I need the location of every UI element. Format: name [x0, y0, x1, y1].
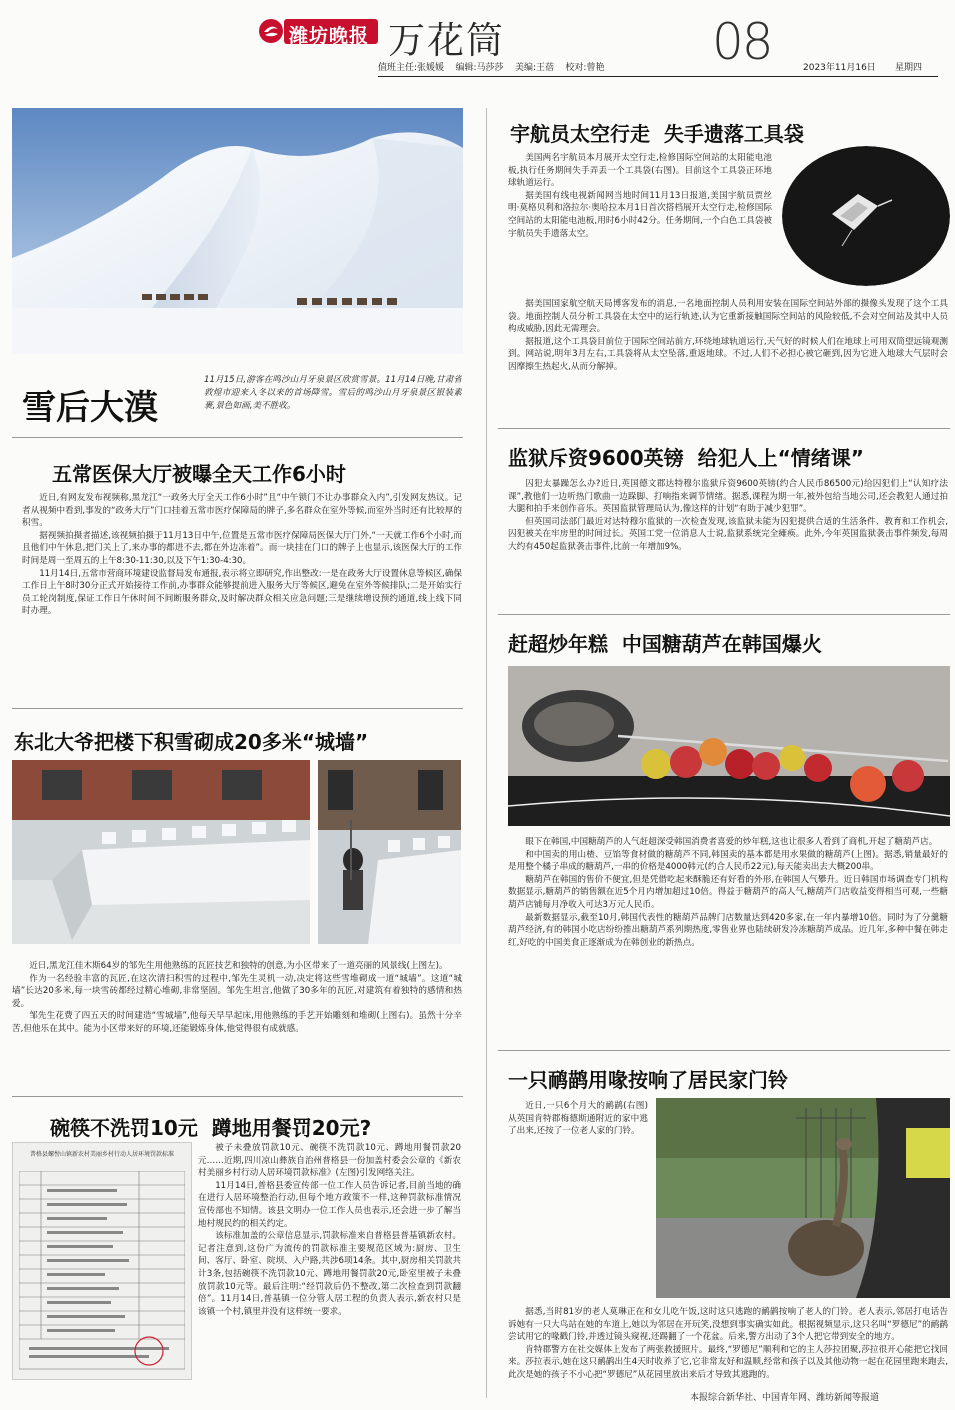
- astronaut-body-top: [508, 152, 772, 298]
- section-title: 万花筒: [388, 19, 505, 62]
- paragraph: 11月14日,普格县委宣传部一位工作人员告诉记者,目前当地的确在进行人居环境整治行动,但每个地方政策不一样,这种罚款标准情况宣传部也不知情。该县文明办一位工作人员也表示,还会进一步了解当地村规民约的相关约定。: [198, 1180, 461, 1229]
- fines-headline: 碗筷不洗罚10元 蹲地用餐罚20元?: [50, 1116, 372, 1140]
- tanghulu-body: [508, 836, 948, 1040]
- paragraph: 作为一名经验丰富的瓦匠,在这次清扫积雪的过程中,邹先生灵机一动,决定将这些雪堆砌成一道“城墙”。这道“城墙”长达20多米,每一块雪砖都经过精心堆砌,非常坚固。邹先生坦言,他做了30多年的瓦匠,对建筑有着独特的感情和热爱。: [12, 973, 462, 1009]
- tanghulu-headline: 赶超炒年糕 中国糖葫芦在韩国爆火: [508, 632, 822, 656]
- divider: [498, 428, 950, 429]
- wuchang-headline: 五常医保大厅被曝全天工作6小时: [52, 462, 346, 486]
- paper-name: 潍坊晚报: [289, 25, 370, 47]
- divider: [498, 1050, 950, 1051]
- paragraph: 美国两名宇航员本月展开太空行走,检修国际空间站的太阳能电池板,执行任务期间失手弄丢一个工具袋(右图)。目前这个工具袋正环地球轨道运行。: [508, 153, 772, 189]
- divider: [12, 708, 463, 709]
- credits-line: 值班主任:张媛媛 编辑:马莎莎 美编:王蓓 校对:曾艳: [378, 63, 605, 73]
- desert-headline: 雪后大漠: [22, 388, 158, 428]
- newspaper-logo-icon: [258, 18, 284, 44]
- paragraph: 11月14日,五常市营商环境建设监督局发布通报,表示将立即研究,作出整改:一是在政务大厅设置休息等候区,确保工作日上午8时30分正式开始接待工作前,办事群众能够提前进入服务大厅等候区,避免在室外等候排队;二是开始实行员工轮岗制度,保证工作日午休时间不间断服务群众,及时解决群众相关应急问题;三是继续增设预约通道,线上线下同时办理。: [22, 568, 462, 617]
- paragraph: 但英国司法部门最近对达特穆尔监狱的一次检查发现,该监狱未能为囚犯提供合适的生活条件、教育和工作机会,囚犯被关在牢房里的时间过长。英国工党一位消息人士说,监狱系统完全瘫痪。此外,今年英国监狱袭击事件频发,每周大约有450起监狱袭击事件,比前一年增加9%。: [508, 516, 948, 552]
- page-number: 08: [712, 13, 772, 71]
- source-credit: 本报综合新华社、中国青年网、潍坊新闻等报道: [690, 1393, 880, 1403]
- astronaut-body-bottom: [508, 298, 948, 390]
- paragraph: 最新数据显示,截至10月,韩国代表性的糖葫芦品牌门店数量达到420多家,在一年内暴增10倍。同时为了分羹糖葫芦经济,有的韩国小吃店纷纷推出糖葫芦系列期热度,零售业界也陆续研发冷冻糖葫芦成品。近几年,多种中餐在韩走红,好吃的中国美食正逐渐成为在韩创业的新热点。: [508, 912, 948, 948]
- fine-document-title: 普格县螺髻山镇新农村美丽乡村行动人居环境罚款标准: [29, 1151, 174, 1158]
- paragraph: 据报道,这个工具袋目前位于国际空间站前方,环绕地球轨道运行,天气好的时候人们在地球上可用双筒望远镜观测到。网站说,明年3月左右,工具袋将从太空坠落,重返地球。不过,人们不必担心被它砸到,因为它进入地球大气层时会因摩擦生热起火,从而分解掉。: [508, 336, 948, 372]
- emu-photo: [656, 1098, 950, 1298]
- tanghulu-photo: [508, 666, 950, 826]
- emu-body-narrow: [508, 1100, 648, 1298]
- paragraph: 肯特郡警方在社交媒体上发布了两张救援照片。最终,“罗德尼”顺利和它的主人莎拉团聚,莎拉很开心能把它找回来。莎拉表示,她在这只鸸鹋出生4天时收养了它,它非常友好和温顺,经常和孩子以及其他动物一起在花园里跑来跑去,此次是她的孩子不小心把“罗德尼”从花园里放出来后才导致其逃跑的。: [508, 1344, 948, 1380]
- snow-wall-headline: 东北大爷把楼下积雪砌成20多米“城墙”: [14, 730, 369, 754]
- paragraph: 近日,一只6个月大的鸸鹋(右图)从英国肯特郡梅德斯通附近的家中逃了出来,还按了一位老人家的门铃。: [508, 1101, 648, 1137]
- issue-weekday: 星期四: [895, 63, 923, 73]
- snow-wall-photo-left: [12, 760, 310, 944]
- masthead: [0, 0, 955, 80]
- paragraph: 被子未叠放罚款10元、碗筷不洗罚款10元、蹲地用餐罚款20元……近期,四川凉山彝族自治州普格县一份加盖村委会公章的《新农村美丽乡村行动人居环境罚款标准》(左图)引发网络关注。: [198, 1143, 461, 1179]
- divider: [12, 437, 463, 438]
- column-divider: [486, 108, 487, 1398]
- prison-body: [508, 478, 948, 602]
- fines-body: [198, 1142, 461, 1378]
- astronaut-headline: 宇航员太空行走 失手遗落工具袋: [510, 122, 804, 146]
- tool-bag-photo: [782, 146, 950, 286]
- fine-document-photo: [12, 1142, 192, 1380]
- paragraph: 据视频拍摄者描述,该视频拍摄于11月13日中午,位置是五常市医疗保障局医保大厅门外,“一天就工作6个小时,而且他们中午休息,把门关上了,来办事的都进不去,都在外边冻着”。而一块挂在门口的牌子上也显示,该医保大厅的工作时间是周一至周五的上午8:30-11:30,以及下午1:30-4:30。: [22, 530, 462, 566]
- emu-headline: 一只鸸鹋用喙按响了居民家门铃: [508, 1068, 788, 1092]
- desert-caption: 11月15日,游客在鸣沙山月牙泉景区欣赏雪景。11月14日晚,甘肃省敦煌市迎来入冬以来的首场降雪。雪后的鸣沙山月牙泉景区银装素裹,景色如画,美不胜收。: [204, 375, 462, 411]
- emu-body: [508, 1306, 948, 1382]
- wuchang-body: [22, 492, 462, 698]
- desert-photo: [12, 108, 463, 354]
- paragraph: 邹先生花费了四五天的时间建造“雪城墙”,他每天早早起床,用他熟练的手艺开始雕刻和堆砌(上图右)。虽然十分辛苦,但他乐在其中。能为小区带来好的环境,还能锻炼身体,他觉得很有成就感。: [12, 1011, 462, 1034]
- fine-document-table-icon: [19, 1171, 185, 1371]
- paragraph: 近日,有网友发布视频称,黑龙江“一政务大厅全天工作6小时”且“中午锁门不让办事群众入内”,引发网友热议。记者从视频中看到,事发的“政务大厅”门口挂着五常市医疗保障局的牌子,多名群众在室外等候,而室外当时还有比较厚的积雪。: [22, 493, 462, 529]
- issue-date: 2023年11月16日: [803, 63, 876, 73]
- divider: [12, 1096, 463, 1097]
- divider: [498, 614, 950, 615]
- prison-headline: 监狱斥资9600英镑 给犯人上“情绪课”: [508, 446, 864, 470]
- paragraph: 近日,黑龙江佳木斯64岁的邹先生用他熟练的瓦匠技艺和独特的创意,为小区带来了一道亮丽的风景线(上图左)。: [29, 961, 448, 971]
- paragraph: 据悉,当时81岁的老人莫琳正在和女儿吃午饭,这时这只逃跑的鸸鹋按响了老人的门铃。老人表示,邻居打电话告诉她有一只大鸟站在她的车道上,她以为邻居在开玩笑,没想到事实确实如此。根据视频显示,这只名叫“罗德尼”的鸸鹋尝试用它的喙戳门铃,并透过镜头窥视,还踢翻了一个花盆。后来,警方出动了3个人把它带到安全的地方。: [508, 1307, 948, 1343]
- paragraph: 该标准加盖的公章信息显示,罚款标准来自普格县普基镇新农村。记者注意到,这份广为流传的罚款标准主要规范区域为:厨房、卫生间、客厅、卧室、院坝、入户路,共涉6项14条。其中,厨房相关罚款共计3条,包括碗筷不洗罚款10元、蹲地用餐罚款20元,卧室里被子未叠放罚款10元等。最后注明:“经罚款后仍不整改,第二次检查到罚款翻倍”。11月14日,普基镇一位分管人居工程的负责人表示,新农村只是该镇一个村,镇里并没有这样统一要求。: [198, 1231, 461, 1317]
- paragraph: 和中国卖的用山楂、豆馅等食材做的糖葫芦不同,韩国卖的基本都是用水果做的糖葫芦(上图)。据悉,销量最好的是用整个橘子串成的糖葫芦,一串的价格是4000韩元(约合人民币22元),每天能卖出去大概200串。: [508, 849, 948, 873]
- masthead-rule: [378, 76, 938, 77]
- paragraph: 囚犯太暴躁怎么办?近日,英国德文郡达特穆尔监狱斥资9600英镑(约合人民币86500元)给囚犯们上“认知疗法课”,教他们一边听热门歌曲一边跺脚、打响指来调节情绪。据悉,课程为期一年,被外包给当地公司,还会教犯人通过拍大腿和拍手来创作音乐。英国监狱管理局认为,像这样的计划“有助于减少犯罪”。: [508, 479, 948, 515]
- paragraph: 据美国国家航空航天局博客发布的消息,一名地面控制人员利用安装在国际空间站外部的摄像头发现了这个工具袋。地面控制人员分析工具袋在太空中的运行轨迹,认为它重新接触国际空间站的风险较低,不会对空间站及其中人员构成威胁,因此无需理会。: [508, 299, 948, 335]
- snow-wall-body: [12, 960, 462, 1088]
- paragraph: 据美国有线电视新闻网当地时间11月13日报道,美国宇航员贾丝明·莫格贝利和洛拉尔·奥哈拉本月1日首次搭档展开太空行走,检修国际空间站的太阳能电池板,用时6小时42分。任务期间,一个白色工具袋被宇航员失手遗落太空。: [508, 190, 772, 239]
- paragraph: 眼下在韩国,中国糖葫芦的人气赶超深受韩国消费者喜爱的炒年糕,这也让很多人看到了商机,开起了糖葫芦店。: [525, 837, 938, 847]
- paragraph: 糖葫芦在韩国的售价不便宜,但是凭借吃起来酥脆还有好看的外形,在韩国人气攀升。近日韩国市场调查专门机构数据显示,糖葫芦的销售额在近5个月内增加超过10倍。得益于糖葫芦的高人气,糖葫芦门店收益变得相当可观,一些糖葫芦店铺每月净收入可达3万元人民币。: [508, 874, 948, 910]
- snow-wall-photo-right: [318, 760, 461, 944]
